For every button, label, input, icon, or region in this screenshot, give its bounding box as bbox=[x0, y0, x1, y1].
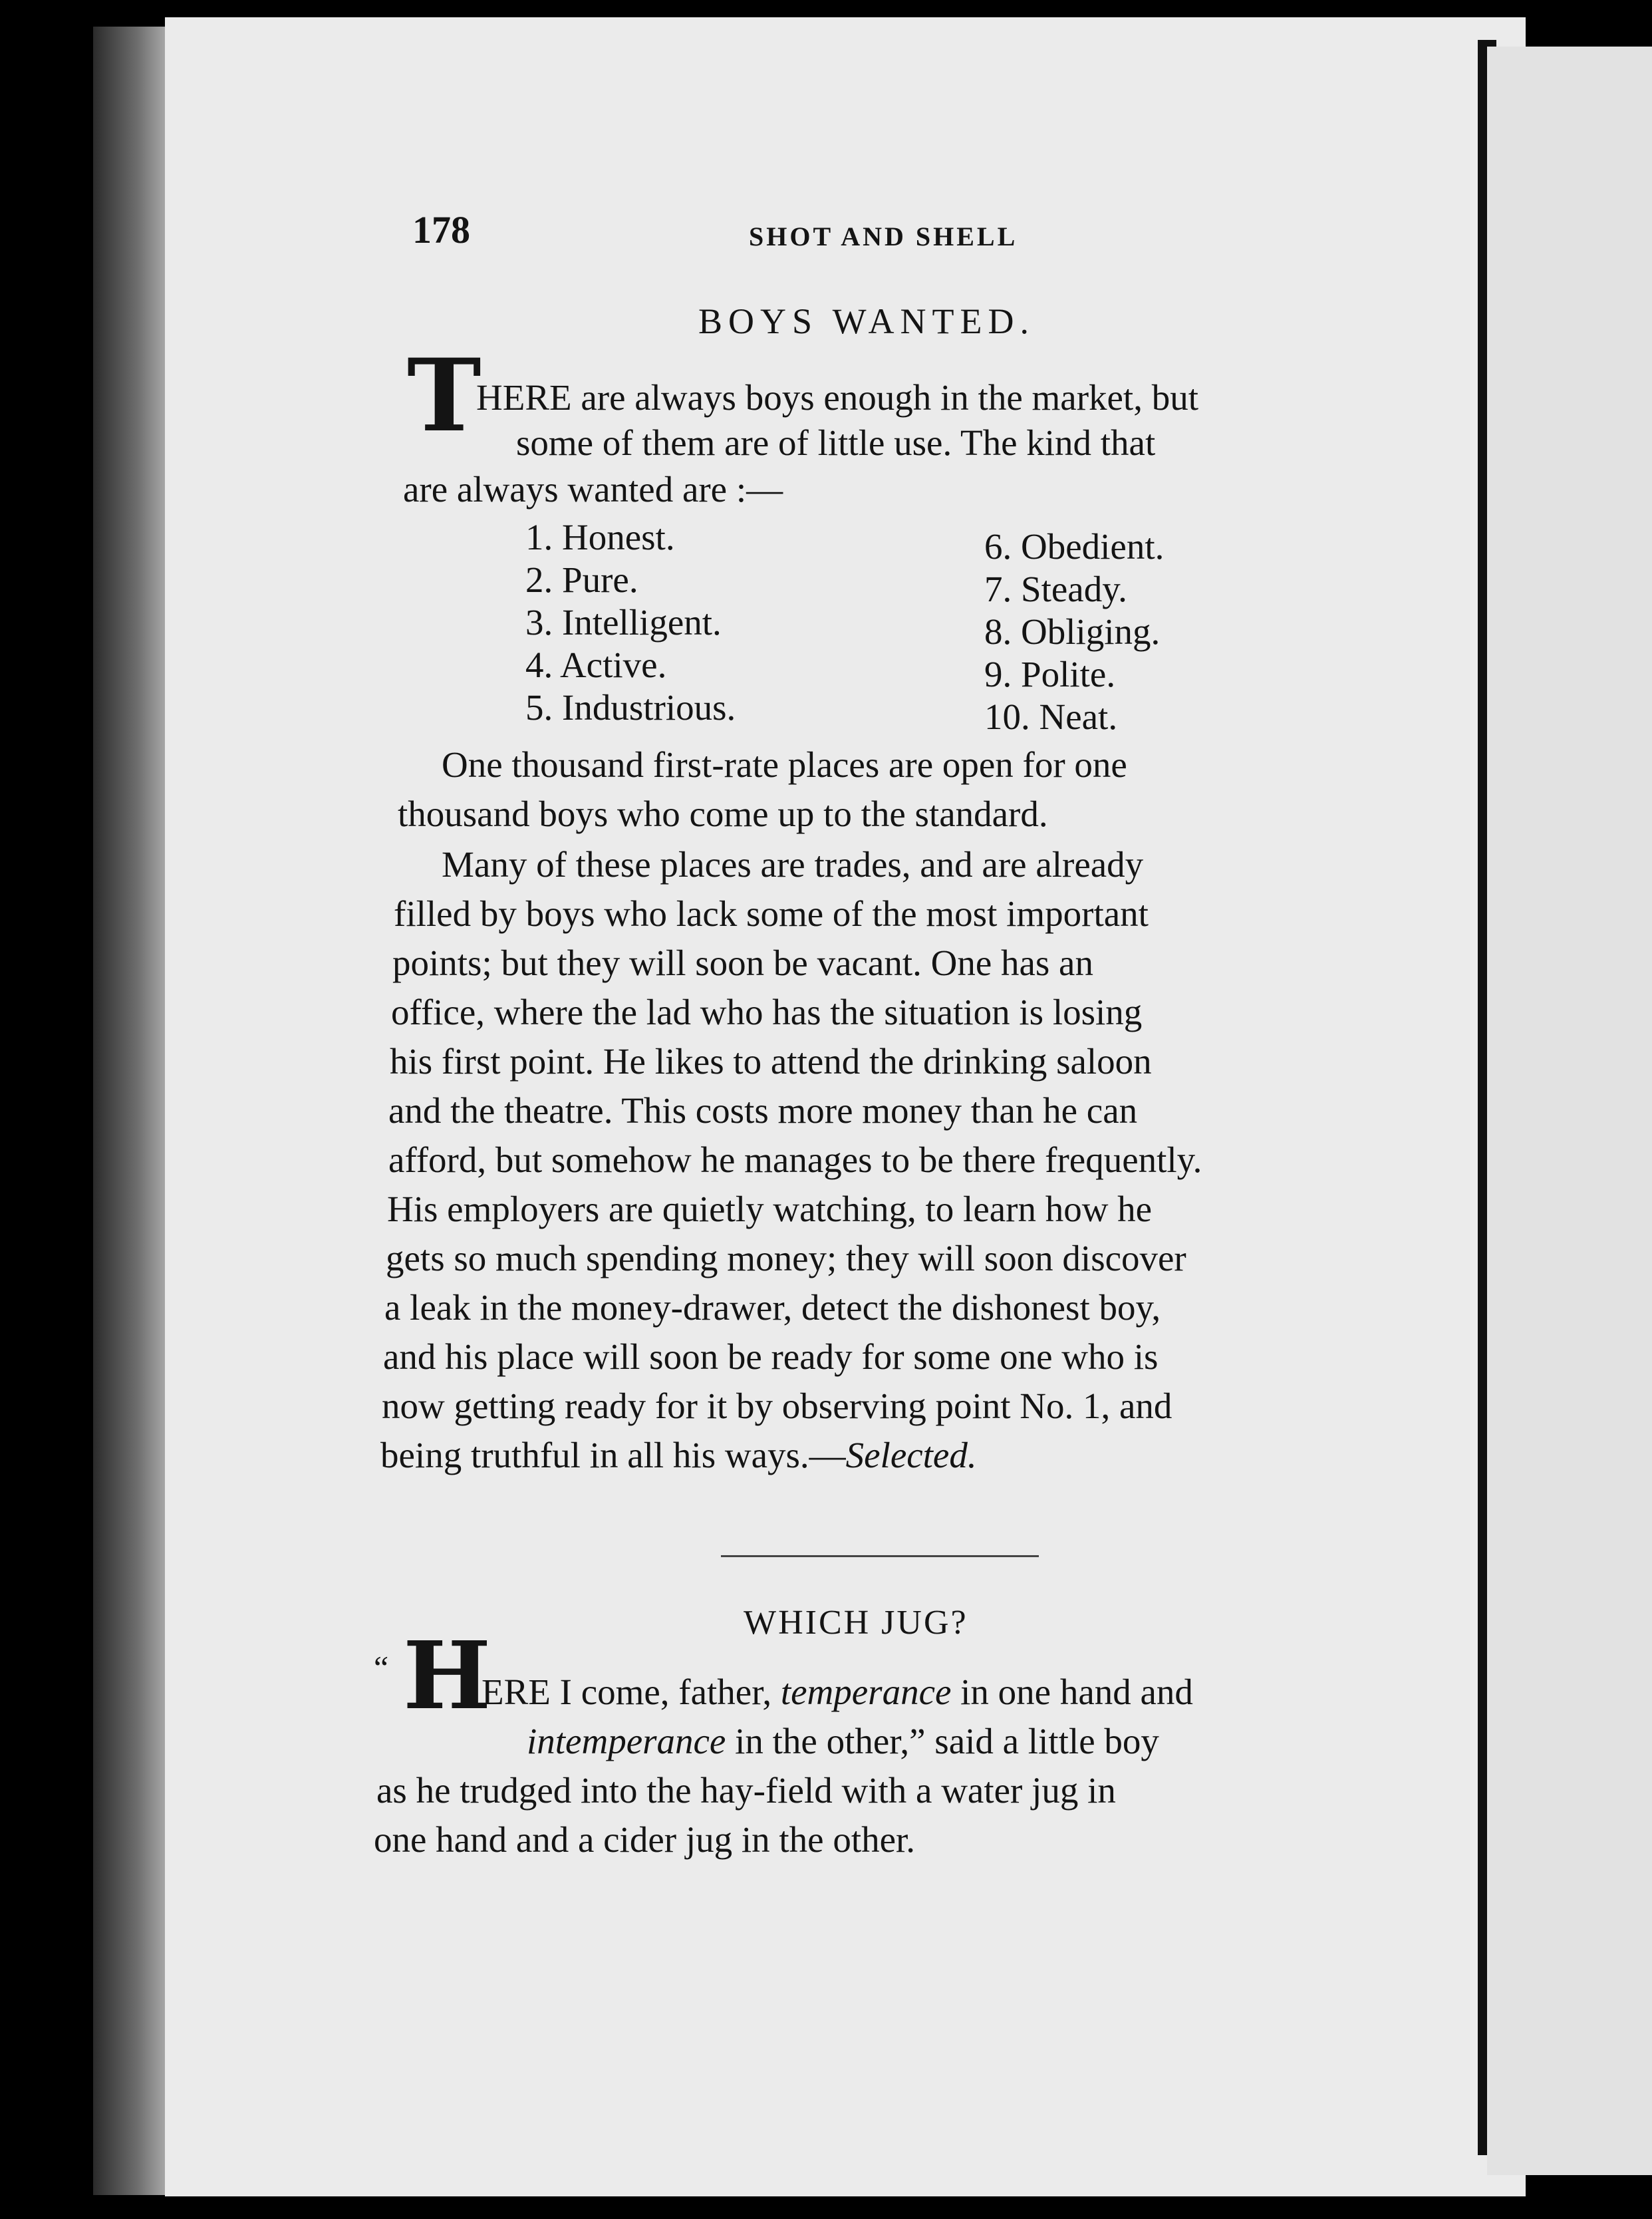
list-item: 9. Polite. bbox=[984, 654, 1116, 694]
list-item: 5. Industrious. bbox=[525, 687, 736, 728]
list-item: 6. Obedient. bbox=[984, 526, 1165, 567]
paragraph-3-line: filled by boys who lack some of the most important bbox=[394, 893, 1149, 934]
drop-cap-t: T bbox=[407, 337, 482, 454]
qualities-list-left bbox=[525, 516, 736, 729]
book-spine-edge bbox=[93, 27, 166, 2195]
intro-line-1: HERE are always boys enough in the market, but bbox=[476, 377, 1198, 418]
paragraph-3-line: His employers are quietly watching, to learn how he bbox=[387, 1189, 1153, 1229]
attribution: Selected. bbox=[845, 1435, 977, 1475]
intro-line-3: are always wanted are :— bbox=[403, 469, 783, 510]
paragraph-3-line: points; but they will soon be vacant. One has an bbox=[392, 943, 1093, 983]
paragraph-3-line: afford, but somehow he manages to be there frequently. bbox=[388, 1139, 1202, 1180]
qualities-list-right bbox=[984, 525, 1164, 738]
paragraph-3-line: his first point. He likes to attend the drinking saloon bbox=[390, 1041, 1152, 1082]
list-item: 2. Pure. bbox=[525, 559, 638, 600]
page-header bbox=[412, 208, 1397, 254]
facing-page-edge bbox=[1487, 47, 1652, 2175]
section-divider bbox=[721, 1555, 1039, 1557]
section-title-boys-wanted: BOYS WANTED. bbox=[698, 301, 1035, 341]
list-item: 4. Active. bbox=[525, 645, 667, 685]
open-quote: “ bbox=[374, 1649, 389, 1686]
paragraph-2-line-2: thousand boys who come up to the standard. bbox=[398, 794, 1048, 834]
paragraph-3-line: gets so much spending money; they will soon discover bbox=[386, 1238, 1186, 1278]
list-item: 1. Honest. bbox=[525, 517, 675, 557]
list-item: 8. Obliging. bbox=[984, 611, 1161, 652]
text-run: in one hand and bbox=[951, 1672, 1193, 1712]
paragraph-3-line: office, where the lad who has the situation is losing bbox=[391, 992, 1143, 1032]
paragraph-3-line: Many of these places are trades, and are already bbox=[442, 844, 1144, 885]
list-item: 7. Steady. bbox=[984, 569, 1127, 609]
italic-run: intemperance bbox=[527, 1721, 726, 1761]
paragraph-3-line: and the theatre. This costs more money than he can bbox=[388, 1090, 1138, 1131]
list-item: 3. Intelligent. bbox=[525, 602, 722, 643]
drop-cap-h: H bbox=[403, 1622, 491, 1731]
paragraph-3-line: now getting ready for it by observing point No. 1, and bbox=[382, 1386, 1172, 1426]
list-item: 10. Neat. bbox=[984, 696, 1118, 737]
section-title-which-jug: WHICH JUG? bbox=[744, 1604, 968, 1642]
intro-line-2: some of them are of little use. The kind that bbox=[516, 422, 1156, 463]
italic-run: temperance bbox=[780, 1672, 952, 1712]
paragraph-3-line: and his place will soon be ready for some one who is bbox=[383, 1336, 1159, 1377]
text-run: in the other,” said a little boy bbox=[726, 1721, 1159, 1761]
jug-line-2 bbox=[527, 1716, 1159, 1766]
jug-line-3: as he trudged into the hay-field with a water jug in bbox=[376, 1770, 1116, 1811]
closing-text: being truthful in all his ways.— bbox=[380, 1435, 846, 1475]
jug-line-1 bbox=[482, 1667, 1193, 1717]
jug-line-4: one hand and a cider jug in the other. bbox=[374, 1819, 916, 1860]
paragraph-3-line: a leak in the money-drawer, detect the dishonest boy, bbox=[384, 1287, 1161, 1328]
page-number: 178 bbox=[412, 208, 470, 251]
paragraph-2-line-1: One thousand first-rate places are open for one bbox=[442, 744, 1127, 785]
paragraph-3-last-line bbox=[380, 1430, 977, 1480]
running-head: SHOT AND SHELL bbox=[749, 222, 1018, 251]
text-run: ERE I come, father, bbox=[482, 1672, 781, 1712]
